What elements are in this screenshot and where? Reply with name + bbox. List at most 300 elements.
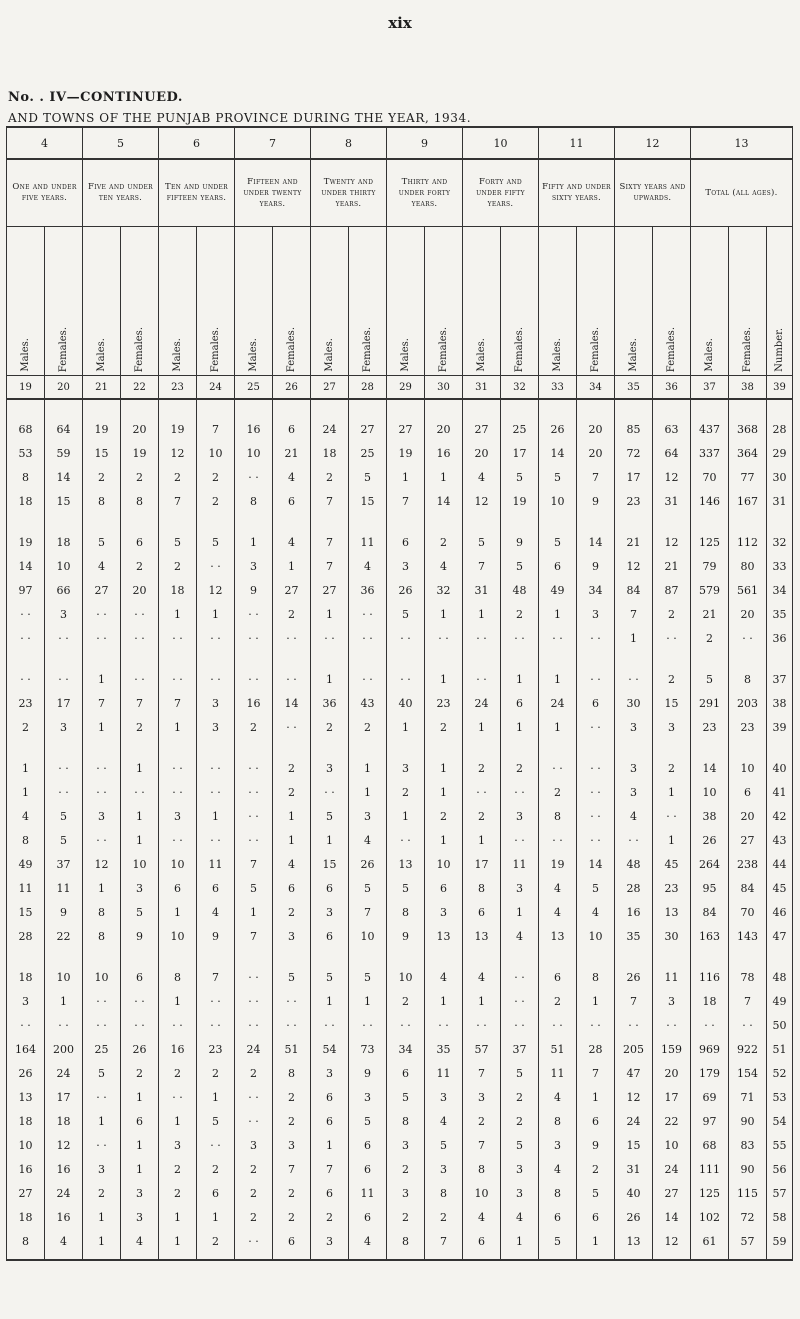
data-cell: 8 xyxy=(121,489,159,513)
data-cell: 26 xyxy=(615,965,653,989)
data-cell: 17 xyxy=(463,852,501,876)
spacer-cell xyxy=(387,513,425,530)
data-cell: 2 xyxy=(501,1109,539,1133)
data-cell: 7 xyxy=(577,1061,615,1085)
data-cell: 77 xyxy=(729,465,767,489)
data-cell: 6 xyxy=(729,780,767,804)
data-cell: 6 xyxy=(311,924,349,948)
data-cell: 78 xyxy=(729,965,767,989)
data-cell: 20 xyxy=(425,417,463,441)
data-cell: 5 xyxy=(387,876,425,900)
data-cell: 3 xyxy=(311,1061,349,1085)
data-cell: 3 xyxy=(235,554,273,578)
data-cell: 31 xyxy=(463,578,501,602)
spacer-cell xyxy=(45,739,83,756)
data-cell: 200 xyxy=(45,1037,83,1061)
data-cell: 7 xyxy=(425,1229,463,1253)
data-cell: 1 xyxy=(577,1085,615,1109)
sex-label-cell xyxy=(387,227,425,376)
data-cell: · · xyxy=(197,756,235,780)
sub-column-number: 34 xyxy=(577,376,615,400)
spacer-cell xyxy=(387,948,425,965)
spacer-cell xyxy=(121,739,159,756)
data-cell: 4 xyxy=(349,828,387,852)
data-cell: 2 xyxy=(235,1061,273,1085)
data-cell: 49 xyxy=(539,578,577,602)
data-cell: · · xyxy=(121,626,159,650)
data-cell: 1 xyxy=(121,1085,159,1109)
data-cell: 16 xyxy=(45,1157,83,1181)
data-cell: 17 xyxy=(45,691,83,715)
data-cell: 10 xyxy=(45,554,83,578)
data-cell: 26 xyxy=(349,852,387,876)
data-cell: 125 xyxy=(691,530,729,554)
spacer-cell xyxy=(349,513,387,530)
spacer-cell xyxy=(273,739,311,756)
table-row xyxy=(7,828,793,852)
sub-column-number: 20 xyxy=(45,376,83,400)
data-cell: 3 xyxy=(311,1229,349,1253)
data-cell: · · xyxy=(7,667,45,691)
sex-label-cell xyxy=(425,227,463,376)
spacer-cell xyxy=(539,948,577,965)
spacer-cell xyxy=(311,650,349,667)
data-cell: 8 xyxy=(235,489,273,513)
data-cell: 1 xyxy=(197,1205,235,1229)
age-group-header: Sixty years and upwards. xyxy=(615,159,691,227)
data-cell: 5 xyxy=(45,804,83,828)
data-cell: · · xyxy=(197,626,235,650)
bottom-cell xyxy=(425,1253,463,1260)
data-cell: · · xyxy=(159,828,197,852)
data-cell: · · xyxy=(577,1013,615,1037)
data-cell: 15 xyxy=(311,852,349,876)
data-cell: 20 xyxy=(729,602,767,626)
spacer-cell xyxy=(273,513,311,530)
data-cell: 19 xyxy=(121,441,159,465)
females-label: Females. xyxy=(134,326,145,372)
data-cell: 2 xyxy=(197,1229,235,1253)
spacer-cell xyxy=(767,650,793,667)
bottom-cell xyxy=(501,1253,539,1260)
sex-label-cell xyxy=(273,227,311,376)
spacer-cell xyxy=(691,948,729,965)
table-row xyxy=(7,804,793,828)
data-cell: · · xyxy=(501,1013,539,1037)
data-cell: 95 xyxy=(691,876,729,900)
data-cell: 3 xyxy=(273,924,311,948)
data-cell: 1 xyxy=(501,900,539,924)
number-label: Number. xyxy=(774,328,785,372)
sub-column-number: 27 xyxy=(311,376,349,400)
data-cell: · · xyxy=(235,1229,273,1253)
data-cell: 10 xyxy=(235,441,273,465)
data-cell: 19 xyxy=(539,852,577,876)
spacer-cell xyxy=(7,739,45,756)
spacer-cell xyxy=(273,650,311,667)
spacer-cell xyxy=(159,739,197,756)
sub-column-number: 36 xyxy=(653,376,691,400)
data-cell: 28 xyxy=(577,1037,615,1061)
data-cell: 1 xyxy=(387,715,425,739)
data-cell: 19 xyxy=(501,489,539,513)
data-cell: 1 xyxy=(539,667,577,691)
spacer-cell xyxy=(197,948,235,965)
row-number-cell: 44 xyxy=(767,852,793,876)
data-cell: 561 xyxy=(729,578,767,602)
data-cell: 2 xyxy=(463,804,501,828)
data-cell: 6 xyxy=(349,1205,387,1229)
data-cell: 579 xyxy=(691,578,729,602)
data-cell: 1 xyxy=(501,667,539,691)
data-cell: 45 xyxy=(653,852,691,876)
data-cell: 36 xyxy=(349,578,387,602)
data-cell: 6 xyxy=(197,876,235,900)
data-cell: 6 xyxy=(387,530,425,554)
data-cell: 1 xyxy=(121,804,159,828)
data-cell: 14 xyxy=(273,691,311,715)
data-cell: 21 xyxy=(615,530,653,554)
data-cell: 4 xyxy=(539,876,577,900)
data-cell: 15 xyxy=(45,489,83,513)
table-row xyxy=(7,667,793,691)
data-cell: 10 xyxy=(349,924,387,948)
data-cell: 4 xyxy=(501,924,539,948)
data-cell: · · xyxy=(83,626,121,650)
spacer-cell xyxy=(311,948,349,965)
data-cell: · · xyxy=(577,828,615,852)
spacer-cell xyxy=(235,948,273,965)
data-cell: 13 xyxy=(539,924,577,948)
data-cell: 5 xyxy=(539,530,577,554)
data-cell: · · xyxy=(577,804,615,828)
data-cell: · · xyxy=(349,1013,387,1037)
data-cell: 25 xyxy=(83,1037,121,1061)
table-row xyxy=(7,1061,793,1085)
data-cell: 7 xyxy=(387,489,425,513)
data-cell: · · xyxy=(83,989,121,1013)
females-label: Females. xyxy=(514,326,525,372)
data-cell: 7 xyxy=(121,691,159,715)
data-cell: · · xyxy=(235,828,273,852)
data-cell: 7 xyxy=(311,489,349,513)
data-cell: 5 xyxy=(501,554,539,578)
data-cell: 1 xyxy=(577,1229,615,1253)
data-cell: 4 xyxy=(463,465,501,489)
data-cell: 12 xyxy=(159,441,197,465)
data-cell: 48 xyxy=(501,578,539,602)
data-cell: 5 xyxy=(311,965,349,989)
data-cell: · · xyxy=(425,626,463,650)
data-cell: 4 xyxy=(273,530,311,554)
spacer-cell xyxy=(539,399,577,417)
data-cell: 9 xyxy=(577,489,615,513)
males-label: Males. xyxy=(20,338,31,372)
data-cell: 4 xyxy=(539,1157,577,1181)
spacer-cell xyxy=(729,650,767,667)
data-cell: 84 xyxy=(615,578,653,602)
column-number: 12 xyxy=(615,127,691,159)
table-row xyxy=(7,626,793,650)
data-cell: 40 xyxy=(387,691,425,715)
spacer-cell xyxy=(539,650,577,667)
data-cell: 8 xyxy=(729,667,767,691)
data-cell: 1 xyxy=(83,715,121,739)
data-cell: 2 xyxy=(501,756,539,780)
spacer-cell xyxy=(729,399,767,417)
data-cell: 1 xyxy=(501,1229,539,1253)
table-row xyxy=(7,876,793,900)
data-cell: 2 xyxy=(273,900,311,924)
table-row xyxy=(7,780,793,804)
data-cell: 4 xyxy=(349,554,387,578)
table-row xyxy=(7,900,793,924)
sex-label-cell xyxy=(197,227,235,376)
data-cell: 8 xyxy=(83,489,121,513)
data-cell: 2 xyxy=(7,715,45,739)
data-cell: 1 xyxy=(653,828,691,852)
bottom-cell xyxy=(539,1253,577,1260)
females-label: Females. xyxy=(666,326,677,372)
data-cell: · · xyxy=(83,1133,121,1157)
data-cell: 10 xyxy=(83,965,121,989)
spacer-cell xyxy=(311,399,349,417)
spacer-cell xyxy=(653,650,691,667)
data-cell: 79 xyxy=(691,554,729,578)
table-row xyxy=(7,1037,793,1061)
males-label: Males. xyxy=(400,338,411,372)
column-number: 13 xyxy=(691,127,793,159)
spacer-cell xyxy=(273,948,311,965)
data-cell: 23 xyxy=(653,876,691,900)
data-cell: 6 xyxy=(425,876,463,900)
data-cell: 3 xyxy=(501,1181,539,1205)
data-cell: 7 xyxy=(197,965,235,989)
data-cell: 3 xyxy=(425,1157,463,1181)
spacer-cell xyxy=(577,399,615,417)
data-cell: 24 xyxy=(615,1109,653,1133)
data-cell: 16 xyxy=(425,441,463,465)
spacer-cell xyxy=(463,739,501,756)
data-cell: 2 xyxy=(121,715,159,739)
spacer-cell xyxy=(349,650,387,667)
females-label: Females. xyxy=(362,326,373,372)
data-cell: 3 xyxy=(121,876,159,900)
bottom-cell xyxy=(159,1253,197,1260)
data-cell: 9 xyxy=(577,554,615,578)
spacer-cell xyxy=(83,399,121,417)
data-cell: · · xyxy=(615,1013,653,1037)
data-cell: 1 xyxy=(425,667,463,691)
row-number-cell: 46 xyxy=(767,900,793,924)
data-cell: · · xyxy=(273,667,311,691)
spacer-cell xyxy=(349,739,387,756)
data-cell: · · xyxy=(729,1013,767,1037)
data-cell: · · xyxy=(121,667,159,691)
data-cell: 11 xyxy=(45,876,83,900)
data-cell: 20 xyxy=(653,1061,691,1085)
age-group-header: Forty and under fifty years. xyxy=(463,159,539,227)
data-cell: 2 xyxy=(273,1085,311,1109)
data-cell: 5 xyxy=(577,876,615,900)
data-cell: 116 xyxy=(691,965,729,989)
bottom-cell xyxy=(349,1253,387,1260)
table-row xyxy=(7,924,793,948)
data-cell: 10 xyxy=(729,756,767,780)
data-cell: 2 xyxy=(577,1157,615,1181)
data-cell: 21 xyxy=(273,441,311,465)
data-cell: 5 xyxy=(197,530,235,554)
females-label: Females. xyxy=(286,326,297,372)
data-cell: 13 xyxy=(387,852,425,876)
data-cell: 23 xyxy=(729,715,767,739)
data-cell: 16 xyxy=(7,1157,45,1181)
data-cell: 1 xyxy=(83,667,121,691)
row-number-cell: 58 xyxy=(767,1205,793,1229)
data-cell: · · xyxy=(501,828,539,852)
data-cell: 1 xyxy=(425,989,463,1013)
data-cell: · · xyxy=(615,828,653,852)
data-cell: 14 xyxy=(45,465,83,489)
data-cell: · · xyxy=(273,989,311,1013)
data-cell: 11 xyxy=(197,852,235,876)
data-cell: 13 xyxy=(615,1229,653,1253)
data-cell: 24 xyxy=(463,691,501,715)
sub-column-number: 21 xyxy=(83,376,121,400)
data-cell: 13 xyxy=(463,924,501,948)
data-cell: 19 xyxy=(83,417,121,441)
data-cell: 73 xyxy=(349,1037,387,1061)
table-row xyxy=(7,1205,793,1229)
data-cell: · · xyxy=(235,602,273,626)
data-cell: 6 xyxy=(273,489,311,513)
row-number-cell: 33 xyxy=(767,554,793,578)
data-cell: 2 xyxy=(463,1109,501,1133)
data-cell: 2 xyxy=(159,1157,197,1181)
spacer-cell xyxy=(501,739,539,756)
data-cell: 24 xyxy=(45,1181,83,1205)
data-cell: 19 xyxy=(387,441,425,465)
sub-column-number: 22 xyxy=(121,376,159,400)
data-cell: 72 xyxy=(615,441,653,465)
data-cell: 1 xyxy=(425,828,463,852)
spacer-cell xyxy=(729,739,767,756)
data-cell: 3 xyxy=(45,715,83,739)
data-cell: 20 xyxy=(463,441,501,465)
spacer-cell xyxy=(45,650,83,667)
bottom-cell xyxy=(7,1253,45,1260)
data-cell: 12 xyxy=(653,530,691,554)
data-cell: 8 xyxy=(539,804,577,828)
data-cell: 10 xyxy=(539,489,577,513)
data-cell: 51 xyxy=(539,1037,577,1061)
spacer-cell xyxy=(159,399,197,417)
data-cell: 12 xyxy=(83,852,121,876)
data-cell: 10 xyxy=(45,965,83,989)
sex-label-cell xyxy=(121,227,159,376)
data-cell: 23 xyxy=(615,489,653,513)
data-cell: · · xyxy=(387,828,425,852)
data-cell: · · xyxy=(7,626,45,650)
sex-label-cell xyxy=(691,227,729,376)
data-cell: · · xyxy=(235,989,273,1013)
row-number-cell: 39 xyxy=(767,715,793,739)
row-number-cell: 57 xyxy=(767,1181,793,1205)
data-cell: 102 xyxy=(691,1205,729,1229)
data-cell: 14 xyxy=(691,756,729,780)
data-cell: 1 xyxy=(311,1133,349,1157)
data-cell: 2 xyxy=(311,465,349,489)
spacer-cell xyxy=(501,513,539,530)
data-cell: 3 xyxy=(349,1085,387,1109)
table-title-line-2: AND TOWNS OF THE PUNJAB PROVINCE DURING THE YEAR, 1934. xyxy=(8,111,472,125)
data-cell: 10 xyxy=(197,441,235,465)
spacer-cell xyxy=(615,948,653,965)
table-row xyxy=(7,578,793,602)
column-number: 8 xyxy=(311,127,387,159)
data-cell: · · xyxy=(387,1013,425,1037)
sub-column-number: 33 xyxy=(539,376,577,400)
column-number: 10 xyxy=(463,127,539,159)
data-cell: 14 xyxy=(7,554,45,578)
row-number-cell: 55 xyxy=(767,1133,793,1157)
data-cell: 3 xyxy=(349,804,387,828)
data-cell: 3 xyxy=(577,602,615,626)
spacer-cell xyxy=(729,948,767,965)
age-group-row xyxy=(7,159,793,227)
spacer-cell xyxy=(387,739,425,756)
data-cell: 3 xyxy=(387,1133,425,1157)
data-cell: 9 xyxy=(235,578,273,602)
females-label: Females. xyxy=(590,326,601,372)
data-cell: 2 xyxy=(425,804,463,828)
row-number-cell: 28 xyxy=(767,417,793,441)
spacer-cell xyxy=(767,513,793,530)
table-row xyxy=(7,489,793,513)
data-cell: 4 xyxy=(463,1205,501,1229)
data-cell: 16 xyxy=(45,1205,83,1229)
data-cell: 11 xyxy=(7,876,45,900)
spacer-cell xyxy=(463,399,501,417)
data-cell: 2 xyxy=(197,1157,235,1181)
data-cell: 159 xyxy=(653,1037,691,1061)
data-cell: 34 xyxy=(577,578,615,602)
data-cell: 7 xyxy=(235,924,273,948)
data-cell: 1 xyxy=(159,900,197,924)
data-cell: 17 xyxy=(615,465,653,489)
data-cell: 7 xyxy=(463,554,501,578)
data-cell: 7 xyxy=(463,1061,501,1085)
spacer-cell xyxy=(615,513,653,530)
sub-column-number: 30 xyxy=(425,376,463,400)
data-cell: 6 xyxy=(159,876,197,900)
spacer-cell xyxy=(539,513,577,530)
data-cell: · · xyxy=(45,1013,83,1037)
spacer-cell xyxy=(425,739,463,756)
data-cell: · · xyxy=(235,667,273,691)
data-cell: 2 xyxy=(273,1205,311,1229)
spacer-cell xyxy=(7,513,45,530)
data-cell: 97 xyxy=(691,1109,729,1133)
data-cell: 28 xyxy=(615,876,653,900)
table-row xyxy=(7,852,793,876)
spacer-cell xyxy=(615,399,653,417)
data-cell: 8 xyxy=(425,1181,463,1205)
data-cell: 1 xyxy=(425,780,463,804)
table-row xyxy=(7,530,793,554)
row-number-cell: 43 xyxy=(767,828,793,852)
data-cell: 2 xyxy=(653,756,691,780)
